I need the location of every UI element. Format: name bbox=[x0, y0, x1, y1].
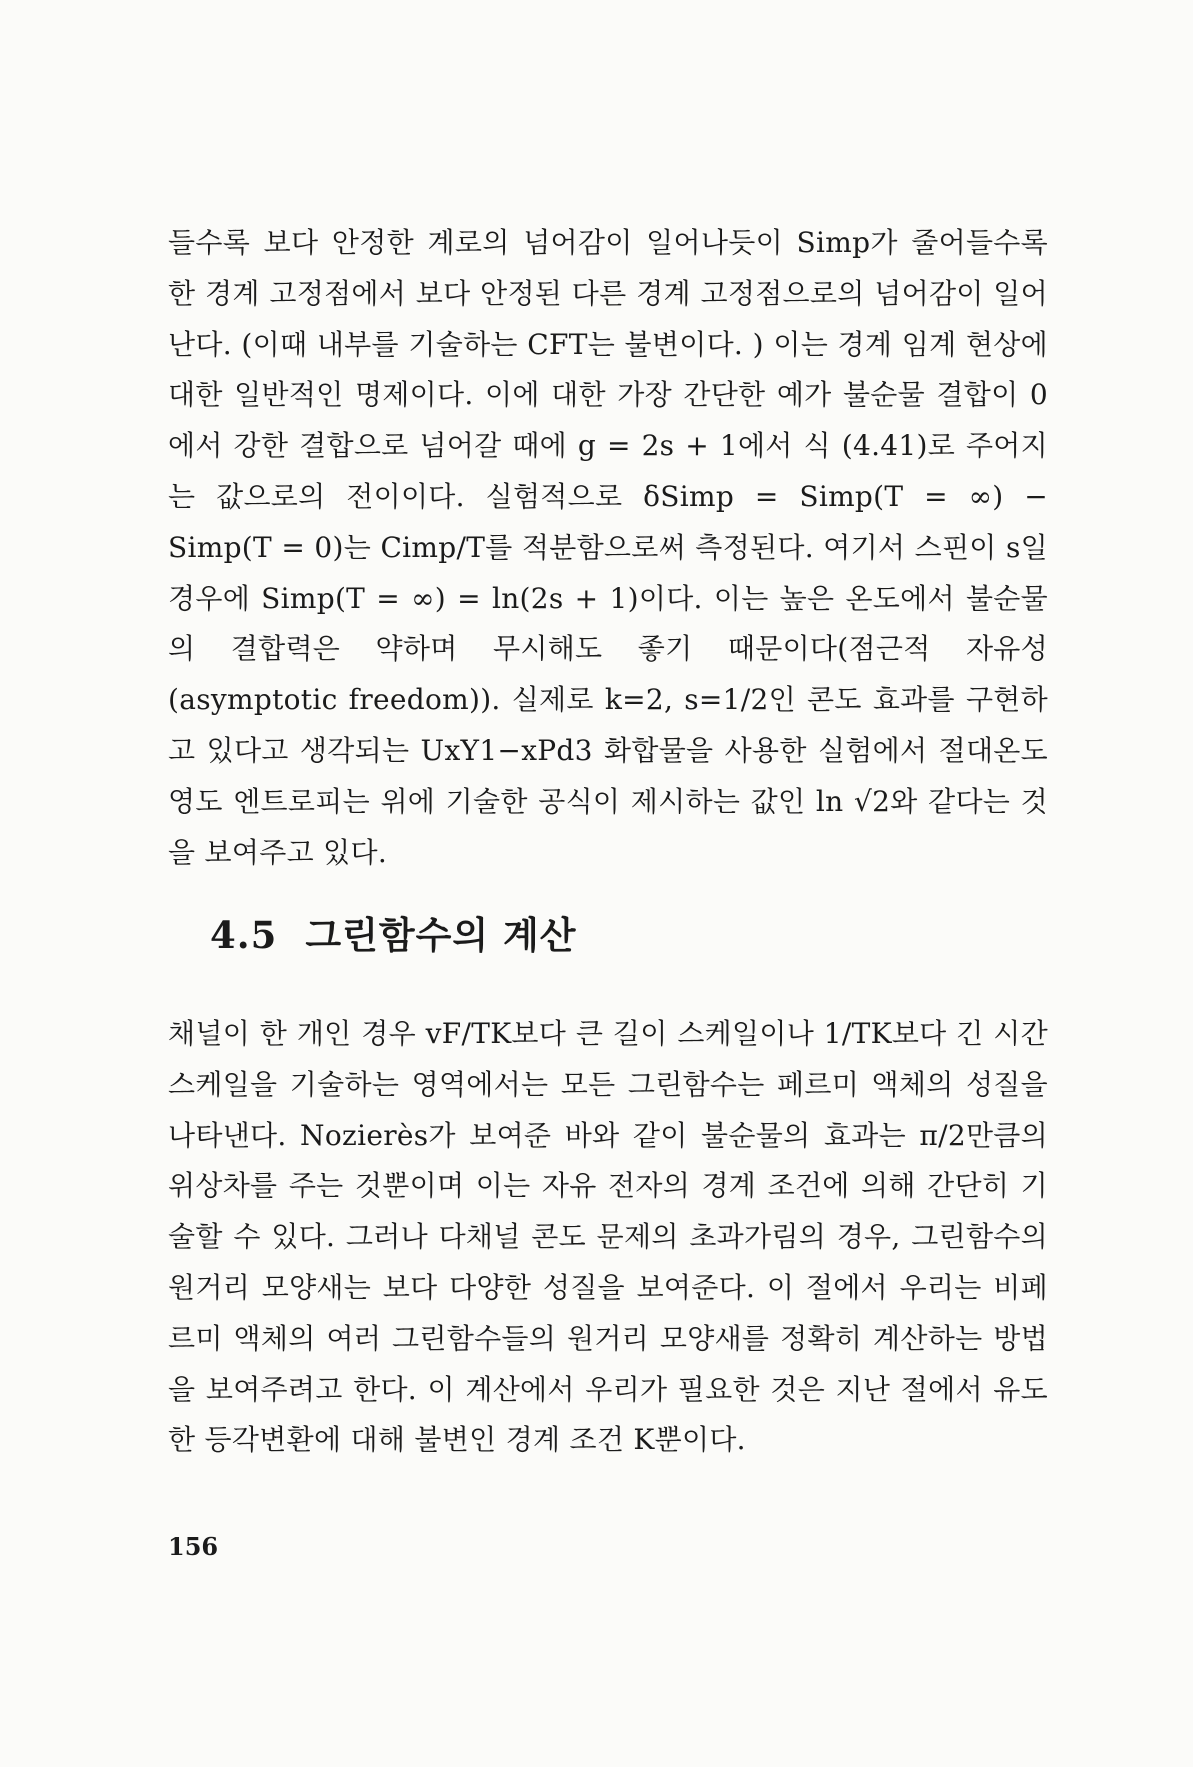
page-number: 156 bbox=[168, 1532, 219, 1561]
section-number: 4.5 bbox=[210, 913, 278, 957]
paragraph-text: 들수록 보다 안정한 계로의 넘어감이 일어나듯이 Simp가 줄어들수록 한 경계 고정점에서 보다 안정된 다른 경계 고정점으로의 넘어감이 일어난다. (이때 내부를 기술하는 CFT는 불변이다. ) 이는 경계 임계 현상에 대한 일반적인 명제이다. 이에 대한 가장 간단한 예가 불순물 결합이 0에서 강한 결합으로 넘어갈 때에 g = 2s + 1에서 식 (4.41)로 주어지는 값으로의 전이이다. 실험적으로 δSimp = Simp(T = ∞) − Simp(T = 0)는 Cimp/T를 적분함으로써 측정된다. 여기서 스핀이 s일 경우에 Simp(T = ∞) = ln(2s + 1)이다. 이는 높은 온도에서 불순물의 결합력은 약하며 무시해도 좋기 때문이다(점근적 자유성(asymptotic freedom)). 실제로 k=2, s=1/2인 콘도 효과를 구현하고 있다고 생각되는 UxY1−xPd3 화합물을 사용한 실험에서 절대온도 영도 엔트로피는 위에 기술한 공식이 제시하는 값인 ln √2와 같다는 것을 보여주고 있다. bbox=[168, 226, 1048, 869]
body-paragraph-1 bbox=[168, 218, 1048, 878]
paragraph-text: 채널이 한 개인 경우 vF/TK보다 큰 길이 스케일이나 1/TK보다 긴 시간 스케일을 기술하는 영역에서는 모든 그린함수는 페르미 액체의 성질을 나타낸다. Nozierès가 보여준 바와 같이 불순물의 효과는 π/2만큼의 위상차를 주는 것뿐이며 이는 자유 전자의 경계 조건에 의해 간단히 기술할 수 있다. 그러나 다채널 콘도 문제의 초과가림의 경우, 그린함수의 원거리 모양새는 보다 다양한 성질을 보여준다. 이 절에서 우리는 비페르미 액체의 여러 그린함수들의 원거리 모양새를 정확히 계산하는 방법을 보여주려고 한다. 이 계산에서 우리가 필요한 것은 지난 절에서 유도한 등각변환에 대해 불변인 경계 조건 K뿐이다. bbox=[168, 1017, 1048, 1457]
body-paragraph-2 bbox=[168, 1009, 1048, 1466]
section-heading bbox=[210, 905, 576, 959]
section-title: 그린함수의 계산 bbox=[305, 914, 577, 957]
